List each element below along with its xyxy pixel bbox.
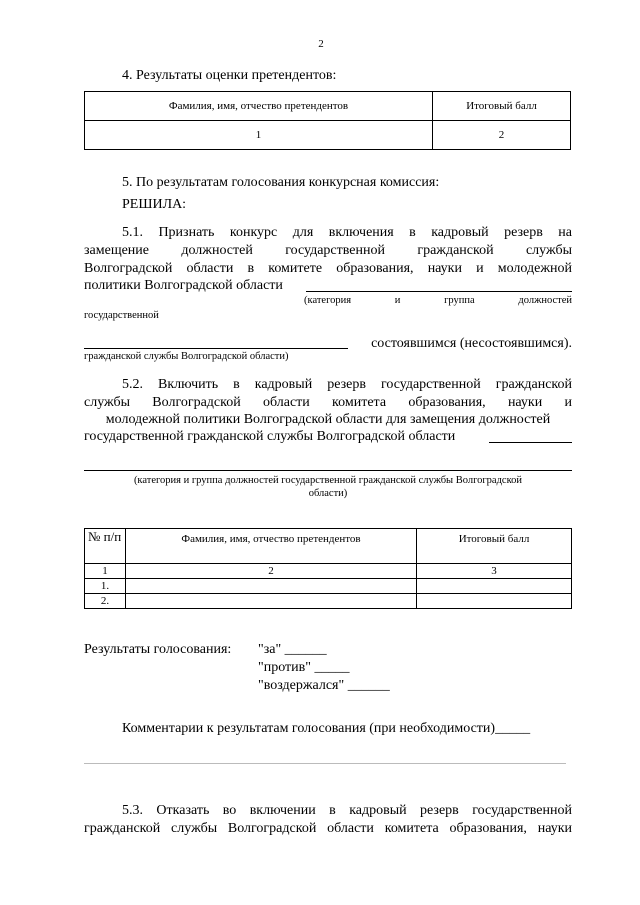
reserve-table bbox=[84, 528, 572, 609]
p52-line3: молодежной политики Волгоградской области для замещения должностей bbox=[105, 412, 551, 427]
p51-line2: замещение должностей государственной гражданской службы bbox=[84, 243, 572, 258]
decision-label: РЕШИЛА: bbox=[122, 197, 187, 212]
table-cell-number: 2 bbox=[126, 564, 417, 579]
table-row bbox=[85, 564, 572, 579]
vote-abstained: "воздержался" ______ bbox=[258, 678, 390, 693]
table-row bbox=[85, 92, 571, 121]
p52-caption2: области) bbox=[308, 488, 348, 499]
vote-for: "за" ______ bbox=[258, 642, 327, 657]
category-blank-4 bbox=[84, 470, 572, 471]
p53-line2: гражданской службы Волгоградской области комитета образования, науки bbox=[84, 821, 572, 836]
p51-line3: Волгоградской области в комитете образования, науки и молодежной bbox=[84, 261, 572, 276]
category-blank-1 bbox=[306, 291, 572, 292]
p52-line2: службы Волгоградской области комитета образования, науки и bbox=[84, 395, 572, 410]
comments-line bbox=[84, 763, 566, 764]
p51-line4: политики Волгоградской области bbox=[84, 278, 283, 293]
vote-against: "против" _____ bbox=[258, 660, 350, 675]
p52-line1: 5.2. Включить в кадровый резерв государственной гражданской bbox=[122, 377, 572, 392]
p51-line1: 5.1. Признать конкурс для включения в кадровый резерв на bbox=[122, 225, 572, 240]
table-row bbox=[85, 579, 572, 594]
table-row bbox=[85, 121, 571, 150]
table-header-score: Итоговый балл bbox=[417, 529, 572, 564]
candidate-name-cell bbox=[126, 594, 417, 609]
voting-label: Результаты голосования: bbox=[84, 642, 232, 657]
section5-intro: 5. По результатам голосования конкурсная комиссия: bbox=[122, 175, 440, 190]
row-number: 1. bbox=[85, 579, 126, 594]
comments-label: Комментарии к результатам голосования (при необходимости)_____ bbox=[122, 721, 531, 736]
table-cell-number: 1 bbox=[85, 121, 433, 150]
category-blank-2 bbox=[84, 348, 348, 349]
table-header-name: Фамилия, имя, отчество претендентов bbox=[126, 529, 417, 564]
table-cell-number: 3 bbox=[417, 564, 572, 579]
p51-caption2: государственной bbox=[84, 310, 159, 321]
p51-caption1: (категория и группа должностей bbox=[304, 295, 572, 306]
table-row bbox=[85, 529, 572, 564]
p51-caption3: гражданской службы Волгоградской области) bbox=[84, 351, 289, 362]
table-cell-number: 1 bbox=[85, 564, 126, 579]
row-number: 2. bbox=[85, 594, 126, 609]
table-header-score: Итоговый балл bbox=[433, 92, 571, 121]
table-header-name: Фамилия, имя, отчество претендентов bbox=[85, 92, 433, 121]
p52-caption1: (категория и группа должностей государственной гражданской службы Волгоградской bbox=[133, 475, 523, 486]
candidate-score-cell bbox=[417, 579, 572, 594]
p52-line4: государственной гражданской службы Волгоградской области bbox=[84, 429, 456, 444]
candidate-name-cell bbox=[126, 579, 417, 594]
candidate-score-cell bbox=[417, 594, 572, 609]
table-header-number: № п/п bbox=[85, 529, 126, 564]
results-table bbox=[84, 91, 571, 150]
category-blank-3 bbox=[489, 442, 572, 443]
table-row bbox=[85, 594, 572, 609]
p51-line5-end: состоявшимся (несостоявшимся). bbox=[371, 336, 572, 351]
section4-heading: 4. Результаты оценки претендентов: bbox=[122, 68, 337, 83]
page-number: 2 bbox=[318, 38, 324, 50]
table-cell-number: 2 bbox=[433, 121, 571, 150]
p53-line1: 5.3. Отказать во включении в кадровый резерв государственной bbox=[122, 803, 572, 818]
